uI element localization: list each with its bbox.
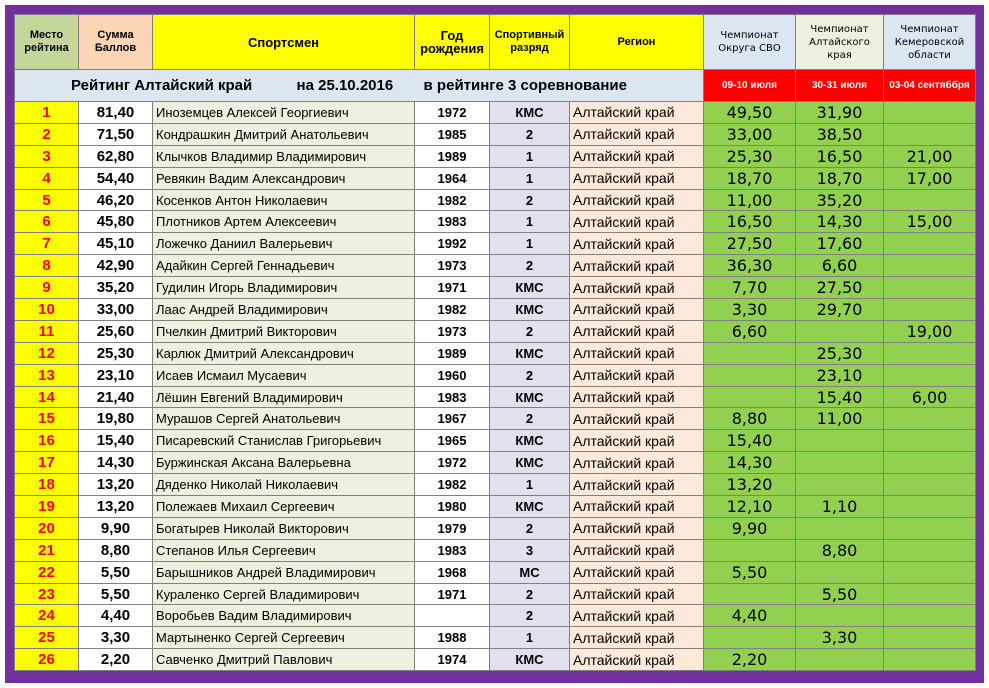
rank-cell[interactable]: 1: [490, 211, 570, 233]
table-row: [15, 561, 976, 583]
rank-cell[interactable]: 2: [490, 189, 570, 211]
place-cell[interactable]: 26: [15, 649, 79, 671]
region-cell[interactable]: Алтайский край: [570, 430, 704, 452]
year-cell[interactable]: 1992: [415, 233, 490, 255]
champ1-points-cell[interactable]: 13,20: [704, 474, 796, 496]
place-cell[interactable]: 7: [15, 233, 79, 255]
year-cell[interactable]: 1982: [415, 189, 490, 211]
champ3-points-cell[interactable]: 19,00: [884, 320, 976, 342]
region-cell[interactable]: Алтайский край: [570, 452, 704, 474]
table-row: [15, 627, 976, 649]
rank-cell[interactable]: 1: [490, 627, 570, 649]
champ1-points-cell[interactable]: 2,20: [704, 649, 796, 671]
place-cell[interactable]: 15: [15, 408, 79, 430]
champ3-points-cell[interactable]: 6,00: [884, 386, 976, 408]
table-row: [15, 539, 976, 561]
year-cell[interactable]: 1989: [415, 145, 490, 167]
champ3-points-cell[interactable]: [884, 299, 976, 321]
rank-cell[interactable]: КМС: [490, 452, 570, 474]
table-row: [15, 145, 976, 167]
champ2-date[interactable]: 30-31 июля: [796, 70, 884, 102]
champ1-points-cell[interactable]: 6,60: [704, 320, 796, 342]
place-cell[interactable]: 19: [15, 496, 79, 518]
champ2-points-cell[interactable]: 23,10: [796, 364, 884, 386]
place-cell[interactable]: 24: [15, 605, 79, 627]
year-cell[interactable]: 1983: [415, 539, 490, 561]
place-cell[interactable]: 18: [15, 474, 79, 496]
champ2-points-cell[interactable]: [796, 430, 884, 452]
place-cell[interactable]: 16: [15, 430, 79, 452]
athlete-cell[interactable]: Барышников Андрей Владимирович: [153, 561, 415, 583]
place-cell[interactable]: 1: [15, 102, 79, 124]
champ3-points-cell[interactable]: [884, 189, 976, 211]
champ1-points-cell[interactable]: [704, 386, 796, 408]
place-cell[interactable]: 2: [15, 123, 79, 145]
rank-cell[interactable]: 2: [490, 123, 570, 145]
champ1-points-cell[interactable]: 3,30: [704, 299, 796, 321]
header-champ3[interactable]: Чемпионат Кемеровской области: [884, 15, 976, 70]
champ1-points-cell[interactable]: 8,80: [704, 408, 796, 430]
athlete-cell[interactable]: Плотников Артем Алексеевич: [153, 211, 415, 233]
place-cell[interactable]: 11: [15, 320, 79, 342]
champ2-points-cell[interactable]: 5,50: [796, 583, 884, 605]
champ1-points-cell[interactable]: [704, 342, 796, 364]
header-rank[interactable]: Спортивный разряд: [490, 15, 570, 70]
year-cell[interactable]: 1982: [415, 299, 490, 321]
champ1-points-cell[interactable]: 11,00: [704, 189, 796, 211]
sum-cell[interactable]: 45,80: [79, 211, 153, 233]
region-cell[interactable]: Алтайский край: [570, 474, 704, 496]
region-cell[interactable]: Алтайский край: [570, 342, 704, 364]
athlete-cell[interactable]: Ложечко Даниил Валерьевич: [153, 233, 415, 255]
title-row: [15, 70, 976, 102]
region-cell[interactable]: Алтайский край: [570, 167, 704, 189]
champ2-points-cell[interactable]: 1,10: [796, 496, 884, 518]
champ1-points-cell[interactable]: 9,90: [704, 517, 796, 539]
champ1-points-cell[interactable]: [704, 583, 796, 605]
region-cell[interactable]: Алтайский край: [570, 233, 704, 255]
rank-cell[interactable]: 1: [490, 474, 570, 496]
table-row: [15, 496, 976, 518]
table-row: [15, 277, 976, 299]
header-champ2[interactable]: Чемпионат Алтайского края: [796, 15, 884, 70]
rating-table: [14, 14, 976, 671]
place-cell[interactable]: 14: [15, 386, 79, 408]
table-row: [15, 605, 976, 627]
region-cell[interactable]: Алтайский край: [570, 386, 704, 408]
region-cell[interactable]: Алтайский край: [570, 583, 704, 605]
champ1-points-cell[interactable]: 33,00: [704, 123, 796, 145]
place-cell[interactable]: 9: [15, 277, 79, 299]
sum-cell[interactable]: 5,50: [79, 583, 153, 605]
sum-cell[interactable]: 9,90: [79, 517, 153, 539]
region-cell[interactable]: Алтайский край: [570, 649, 704, 671]
year-cell[interactable]: [415, 605, 490, 627]
year-cell[interactable]: 1972: [415, 102, 490, 124]
athlete-cell[interactable]: Богатырев Николай Викторович: [153, 517, 415, 539]
champ3-points-cell[interactable]: [884, 561, 976, 583]
champ3-points-cell[interactable]: [884, 233, 976, 255]
region-cell[interactable]: Алтайский край: [570, 561, 704, 583]
region-cell[interactable]: Алтайский край: [570, 102, 704, 124]
athlete-cell[interactable]: Адайкин Сергей Геннадьевич: [153, 255, 415, 277]
rank-cell[interactable]: 2: [490, 517, 570, 539]
champ3-points-cell[interactable]: [884, 583, 976, 605]
athlete-cell[interactable]: Буржинская Аксана Валерьевна: [153, 452, 415, 474]
rating-sheet-frame: [5, 5, 984, 683]
year-cell[interactable]: 1971: [415, 583, 490, 605]
sum-cell[interactable]: 8,80: [79, 539, 153, 561]
table-row: [15, 430, 976, 452]
year-cell[interactable]: 1960: [415, 364, 490, 386]
athlete-cell[interactable]: Косенков Антон Николаевич: [153, 189, 415, 211]
header-row: [15, 15, 976, 70]
champ2-points-cell[interactable]: 6,60: [796, 255, 884, 277]
table-row: [15, 299, 976, 321]
rating-title: Рейтинг Алтайский край: [71, 77, 253, 94]
region-cell[interactable]: Алтайский край: [570, 277, 704, 299]
champ3-date[interactable]: 03-04 сентяббря: [884, 70, 976, 102]
table-row: [15, 386, 976, 408]
rank-cell[interactable]: 1: [490, 233, 570, 255]
header-year[interactable]: Год рождения: [415, 15, 490, 70]
place-cell[interactable]: 21: [15, 539, 79, 561]
champ3-points-cell[interactable]: [884, 408, 976, 430]
champ3-points-cell[interactable]: [884, 649, 976, 671]
place-cell[interactable]: 8: [15, 255, 79, 277]
athlete-cell[interactable]: Дяденко Николай Николаевич: [153, 474, 415, 496]
year-cell[interactable]: 1971: [415, 277, 490, 299]
champ1-date[interactable]: 09-10 июля: [704, 70, 796, 102]
table-row: [15, 583, 976, 605]
athlete-cell[interactable]: Исаев Исмаил Мусаевич: [153, 364, 415, 386]
table-row: [15, 342, 976, 364]
athlete-cell[interactable]: Иноземцев Алексей Георгиевич: [153, 102, 415, 124]
rank-cell[interactable]: КМС: [490, 649, 570, 671]
athlete-cell[interactable]: Мартыненко Сергей Сергеевич: [153, 627, 415, 649]
year-cell[interactable]: 1972: [415, 452, 490, 474]
year-cell[interactable]: 1973: [415, 255, 490, 277]
place-cell[interactable]: 10: [15, 299, 79, 321]
athlete-cell[interactable]: Савченко Дмитрий Павлович: [153, 649, 415, 671]
region-cell[interactable]: Алтайский край: [570, 189, 704, 211]
athlete-cell[interactable]: Клычков Владимир Владимирович: [153, 145, 415, 167]
header-region[interactable]: Регион: [570, 15, 704, 70]
rank-cell[interactable]: КМС: [490, 277, 570, 299]
place-cell[interactable]: 13: [15, 364, 79, 386]
champ2-points-cell[interactable]: 11,00: [796, 408, 884, 430]
rank-cell[interactable]: 2: [490, 320, 570, 342]
champ3-points-cell[interactable]: [884, 255, 976, 277]
champ3-points-cell[interactable]: [884, 627, 976, 649]
sum-cell[interactable]: 62,80: [79, 145, 153, 167]
champ1-points-cell[interactable]: [704, 539, 796, 561]
athlete-cell[interactable]: Кондрашкин Дмитрий Анатольевич: [153, 123, 415, 145]
rating-date: на 25.10.2016: [296, 77, 394, 94]
table-row: [15, 452, 976, 474]
rank-cell[interactable]: 1: [490, 145, 570, 167]
sum-cell[interactable]: 13,20: [79, 496, 153, 518]
athlete-cell[interactable]: Пчелкин Дмитрий Викторович: [153, 320, 415, 342]
champ2-points-cell[interactable]: 15,40: [796, 386, 884, 408]
athlete-cell[interactable]: Писаревский Станислав Григорьевич: [153, 430, 415, 452]
year-cell[interactable]: 1973: [415, 320, 490, 342]
rank-cell[interactable]: МС: [490, 561, 570, 583]
champ2-points-cell[interactable]: 17,60: [796, 233, 884, 255]
year-cell[interactable]: 1989: [415, 342, 490, 364]
table-row: [15, 320, 976, 342]
champ1-points-cell[interactable]: 4,40: [704, 605, 796, 627]
athlete-cell[interactable]: Карлюк Дмитрий Александрович: [153, 342, 415, 364]
region-cell[interactable]: Алтайский край: [570, 627, 704, 649]
place-cell[interactable]: 20: [15, 517, 79, 539]
sum-cell[interactable]: 23,10: [79, 364, 153, 386]
champ1-points-cell[interactable]: [704, 627, 796, 649]
region-cell[interactable]: Алтайский край: [570, 299, 704, 321]
sum-cell[interactable]: 19,80: [79, 408, 153, 430]
table-row: [15, 211, 976, 233]
champ1-points-cell[interactable]: 16,50: [704, 211, 796, 233]
table-row: [15, 255, 976, 277]
sum-cell[interactable]: 71,50: [79, 123, 153, 145]
region-cell[interactable]: Алтайский край: [570, 408, 704, 430]
rank-cell[interactable]: 2: [490, 605, 570, 627]
place-cell[interactable]: 3: [15, 145, 79, 167]
champ1-points-cell[interactable]: 5,50: [704, 561, 796, 583]
sum-cell[interactable]: 21,40: [79, 386, 153, 408]
champ1-points-cell[interactable]: 18,70: [704, 167, 796, 189]
rank-cell[interactable]: 2: [490, 583, 570, 605]
sum-cell[interactable]: 46,20: [79, 189, 153, 211]
champ3-points-cell[interactable]: 15,00: [884, 211, 976, 233]
year-cell[interactable]: 1964: [415, 167, 490, 189]
region-cell[interactable]: Алтайский край: [570, 211, 704, 233]
table-row: [15, 167, 976, 189]
champ1-points-cell[interactable]: 36,30: [704, 255, 796, 277]
rank-cell[interactable]: КМС: [490, 342, 570, 364]
region-cell[interactable]: Алтайский край: [570, 123, 704, 145]
table-row: [15, 233, 976, 255]
rank-cell[interactable]: КМС: [490, 430, 570, 452]
year-cell[interactable]: 1988: [415, 627, 490, 649]
rank-cell[interactable]: КМС: [490, 299, 570, 321]
rating-title-cell[interactable]: [15, 70, 704, 102]
athlete-cell[interactable]: Кураленко Сергей Владимирович: [153, 583, 415, 605]
champ3-points-cell[interactable]: [884, 605, 976, 627]
table-row: [15, 123, 976, 145]
rank-cell[interactable]: КМС: [490, 102, 570, 124]
region-cell[interactable]: Алтайский край: [570, 320, 704, 342]
champ2-points-cell[interactable]: [796, 561, 884, 583]
champ2-points-cell[interactable]: [796, 474, 884, 496]
table-row: [15, 474, 976, 496]
place-cell[interactable]: 4: [15, 167, 79, 189]
sum-cell[interactable]: 25,30: [79, 342, 153, 364]
region-cell[interactable]: Алтайский край: [570, 605, 704, 627]
rank-cell[interactable]: КМС: [490, 496, 570, 518]
sum-cell[interactable]: 2,20: [79, 649, 153, 671]
champ2-points-cell[interactable]: 16,50: [796, 145, 884, 167]
sum-cell[interactable]: 45,10: [79, 233, 153, 255]
champ2-points-cell[interactable]: 14,30: [796, 211, 884, 233]
champ1-points-cell[interactable]: 14,30: [704, 452, 796, 474]
table-row: [15, 102, 976, 124]
header-champ1[interactable]: Чемпионат Округа СВО: [704, 15, 796, 70]
champ2-points-cell[interactable]: [796, 649, 884, 671]
place-cell[interactable]: 12: [15, 342, 79, 364]
region-cell[interactable]: Алтайский край: [570, 255, 704, 277]
champ3-points-cell[interactable]: [884, 430, 976, 452]
table-row: [15, 517, 976, 539]
place-cell[interactable]: 22: [15, 561, 79, 583]
rank-cell[interactable]: 2: [490, 364, 570, 386]
champ3-points-cell[interactable]: [884, 277, 976, 299]
sum-cell[interactable]: 5,50: [79, 561, 153, 583]
champ3-points-cell[interactable]: 17,00: [884, 167, 976, 189]
year-cell[interactable]: 1985: [415, 123, 490, 145]
sum-cell[interactable]: 81,40: [79, 102, 153, 124]
athlete-cell[interactable]: Полежаев Михаил Сергеевич: [153, 496, 415, 518]
place-cell[interactable]: 5: [15, 189, 79, 211]
sum-cell[interactable]: 4,40: [79, 605, 153, 627]
year-cell[interactable]: 1979: [415, 517, 490, 539]
champ3-points-cell[interactable]: [884, 539, 976, 561]
champ2-points-cell[interactable]: 35,20: [796, 189, 884, 211]
place-cell[interactable]: 17: [15, 452, 79, 474]
year-cell[interactable]: 1965: [415, 430, 490, 452]
champ3-points-cell[interactable]: [884, 342, 976, 364]
athlete-cell[interactable]: Гудилин Игорь Владимирович: [153, 277, 415, 299]
champ1-points-cell[interactable]: 7,70: [704, 277, 796, 299]
athlete-cell[interactable]: Лаас Андрей Владимирович: [153, 299, 415, 321]
champ3-points-cell[interactable]: [884, 364, 976, 386]
year-cell[interactable]: 1967: [415, 408, 490, 430]
rank-cell[interactable]: 2: [490, 255, 570, 277]
champ3-points-cell[interactable]: [884, 474, 976, 496]
champ3-points-cell[interactable]: [884, 452, 976, 474]
champ2-points-cell[interactable]: 27,50: [796, 277, 884, 299]
place-cell[interactable]: 23: [15, 583, 79, 605]
place-cell[interactable]: 6: [15, 211, 79, 233]
champ2-points-cell[interactable]: [796, 452, 884, 474]
champ3-points-cell[interactable]: [884, 496, 976, 518]
region-cell[interactable]: Алтайский край: [570, 539, 704, 561]
year-cell[interactable]: 1974: [415, 649, 490, 671]
champ1-points-cell[interactable]: [704, 364, 796, 386]
region-cell[interactable]: Алтайский край: [570, 145, 704, 167]
champ1-points-cell[interactable]: 15,40: [704, 430, 796, 452]
champ2-points-cell[interactable]: [796, 517, 884, 539]
rank-cell[interactable]: КМС: [490, 386, 570, 408]
athlete-cell[interactable]: Мурашов Сергей Анатольевич: [153, 408, 415, 430]
champ3-points-cell[interactable]: 21,00: [884, 145, 976, 167]
table-row: [15, 189, 976, 211]
champ2-points-cell[interactable]: 38,50: [796, 123, 884, 145]
sum-cell[interactable]: 35,20: [79, 277, 153, 299]
champ2-points-cell[interactable]: 18,70: [796, 167, 884, 189]
champ2-points-cell[interactable]: 31,90: [796, 102, 884, 124]
year-cell[interactable]: 1982: [415, 474, 490, 496]
rank-cell[interactable]: 1: [490, 167, 570, 189]
year-cell[interactable]: 1968: [415, 561, 490, 583]
athlete-cell[interactable]: Лёшин Евгений Владимирович: [153, 386, 415, 408]
champ3-points-cell[interactable]: [884, 102, 976, 124]
champ1-points-cell[interactable]: 49,50: [704, 102, 796, 124]
header-athlete[interactable]: Спортсмен: [153, 15, 415, 70]
header-place[interactable]: Место рейтина: [15, 15, 79, 70]
athlete-cell[interactable]: Степанов Илья Сергеевич: [153, 539, 415, 561]
champ3-points-cell[interactable]: [884, 123, 976, 145]
region-cell[interactable]: Алтайский край: [570, 364, 704, 386]
champ2-points-cell[interactable]: [796, 320, 884, 342]
table-row: [15, 649, 976, 671]
year-cell[interactable]: 1983: [415, 211, 490, 233]
year-cell[interactable]: 1980: [415, 496, 490, 518]
sum-cell[interactable]: 15,40: [79, 430, 153, 452]
champ2-points-cell[interactable]: [796, 605, 884, 627]
sum-cell[interactable]: 42,90: [79, 255, 153, 277]
champ1-points-cell[interactable]: 25,30: [704, 145, 796, 167]
champ2-points-cell[interactable]: 25,30: [796, 342, 884, 364]
sum-cell[interactable]: 14,30: [79, 452, 153, 474]
sum-cell[interactable]: 54,40: [79, 167, 153, 189]
champ3-points-cell[interactable]: [884, 517, 976, 539]
header-sum[interactable]: Сумма Баллов: [79, 15, 153, 70]
region-cell[interactable]: Алтайский край: [570, 517, 704, 539]
rank-cell[interactable]: 3: [490, 539, 570, 561]
region-cell[interactable]: Алтайский край: [570, 496, 704, 518]
champ1-points-cell[interactable]: 27,50: [704, 233, 796, 255]
sum-cell[interactable]: 3,30: [79, 627, 153, 649]
year-cell[interactable]: 1983: [415, 386, 490, 408]
athlete-cell[interactable]: Воробьев Вадим Владимирович: [153, 605, 415, 627]
champ1-points-cell[interactable]: 12,10: [704, 496, 796, 518]
sum-cell[interactable]: 33,00: [79, 299, 153, 321]
sum-cell[interactable]: 13,20: [79, 474, 153, 496]
rank-cell[interactable]: 2: [490, 408, 570, 430]
sum-cell[interactable]: 25,60: [79, 320, 153, 342]
champ2-points-cell[interactable]: 29,70: [796, 299, 884, 321]
table-row: [15, 364, 976, 386]
rating-count: в рейтинге 3 соревнование: [423, 77, 627, 94]
table-row: [15, 408, 976, 430]
athlete-cell[interactable]: Ревякин Вадим Александрович: [153, 167, 415, 189]
champ2-points-cell[interactable]: 3,30: [796, 627, 884, 649]
champ2-points-cell[interactable]: 8,80: [796, 539, 884, 561]
place-cell[interactable]: 25: [15, 627, 79, 649]
